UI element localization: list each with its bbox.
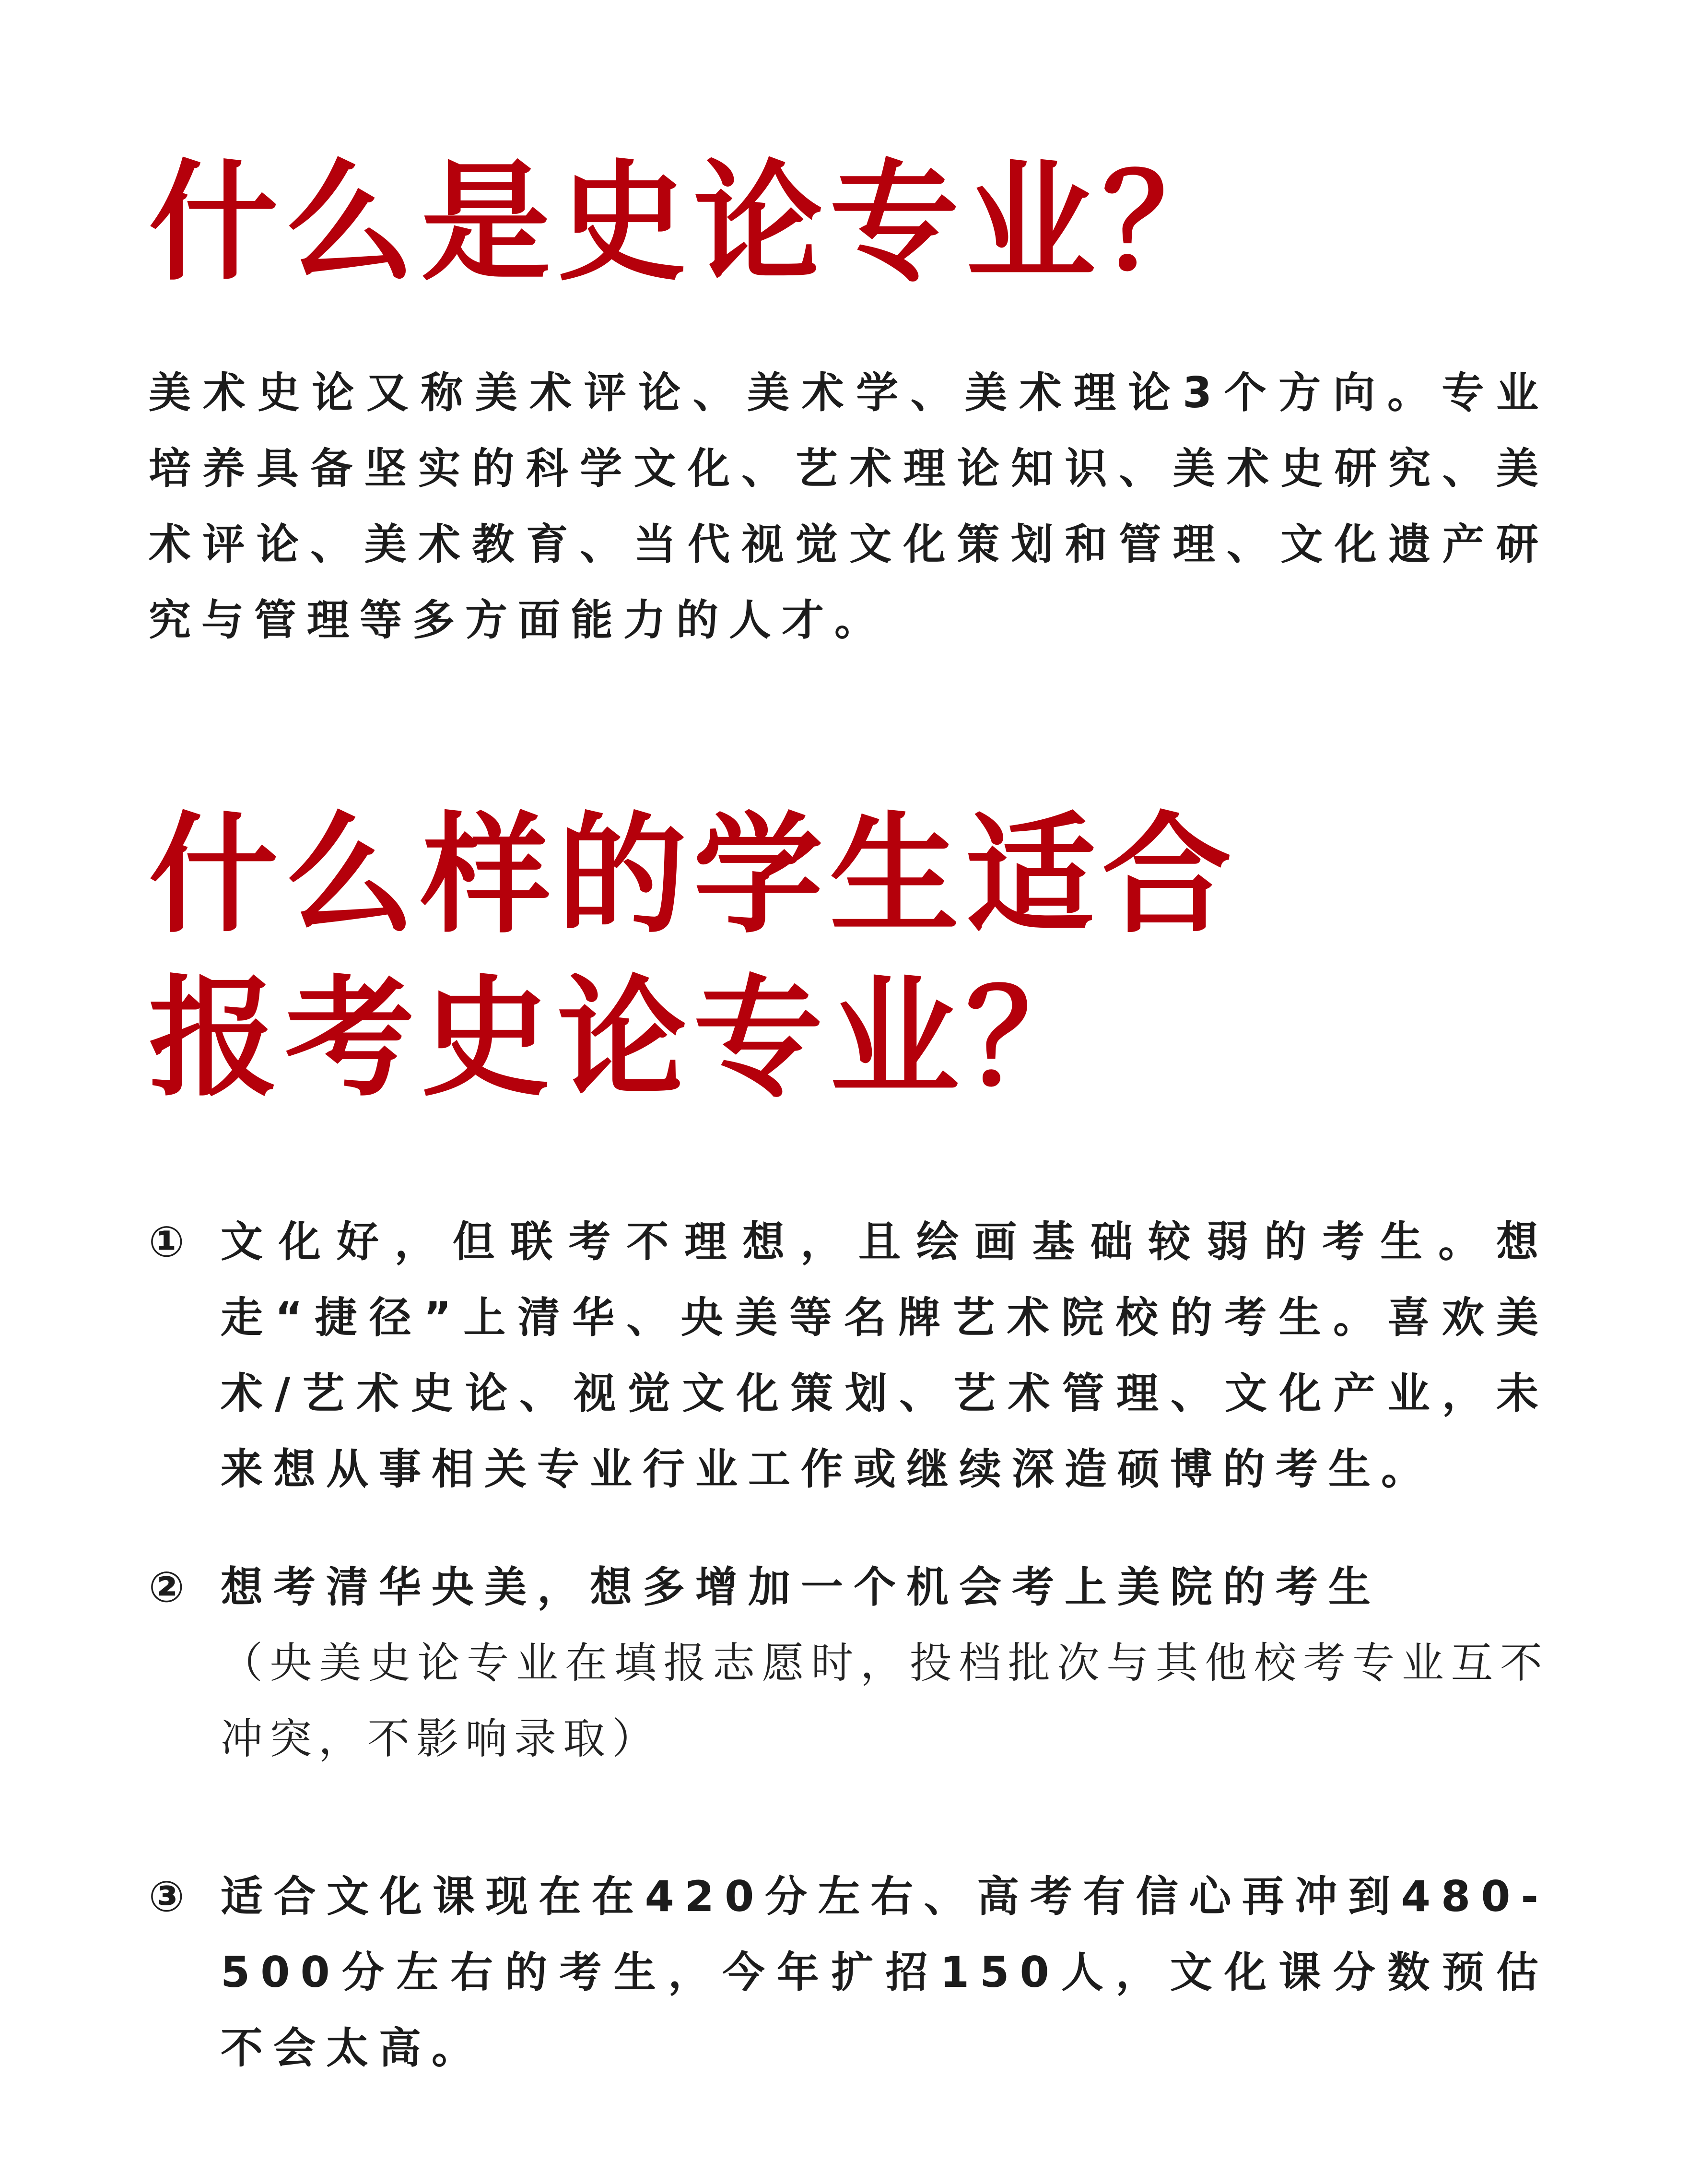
intro-paragraph: 美术史论又称美术评论、美术学、美术理论3个方向。专业培养具备坚实的科学文化、艺术理论知识、美术史研究、美术评论、美术教育、当代视觉文化策划和管理、文化遗产研究与管理等多方面能力的人才。 <box>149 368 1549 645</box>
section-title-who-should-apply-line2: 报考史论专业？ <box>149 963 1102 1114</box>
item-note: （央美史论专业在填报志愿时，投档批次与其他校考专业互不冲突，不影响录取） <box>221 1638 1549 1763</box>
item-main-text: 想考清华央美，想多增加一个机会考上美院的考生 <box>221 1562 1382 1612</box>
section-title-what-is-history-theory: 什么是史论专业？ <box>149 147 1238 298</box>
item-main-text: 适合文化课现在在420分左右、高考有信心再冲到480-500分左右的考生，今年扩招150人，文化课分数预估不会太高。 <box>221 1872 1549 2073</box>
item-text <box>221 1204 1549 1507</box>
item-text <box>221 1549 1549 1777</box>
item-main-text: 文化好，但联考不理想，且绘画基础较弱的考生。想走“捷径”上清华、央美等名牌艺术院校的考生。喜欢美术/艺术史论、视觉文化策划、艺术管理、文化产业，未来想从事相关专业行业工作或继续深造硕博的考生。 <box>221 1217 1549 1494</box>
item-number-marker: ① <box>149 1217 185 1266</box>
item-text <box>221 1859 1549 2086</box>
section-title-who-should-apply-line1: 什么样的学生适合 <box>149 800 1238 951</box>
item-number-marker: ③ <box>149 1872 185 1921</box>
item-number-marker: ② <box>149 1562 185 1612</box>
